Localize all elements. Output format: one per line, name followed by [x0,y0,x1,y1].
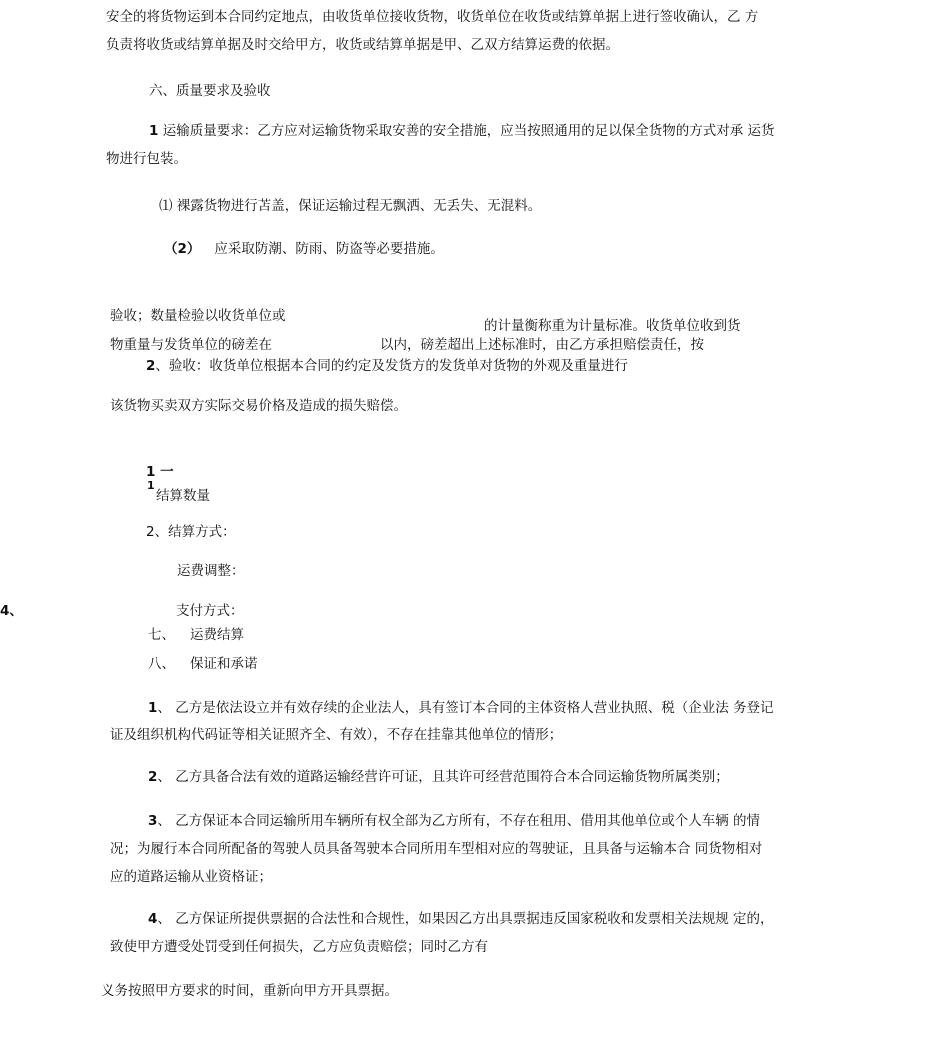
acceptance-item-2 [146,356,628,376]
section-7-heading [148,625,244,645]
item-number: 4 [148,911,158,927]
item-text: 运输质量要求：乙方应对运输货物采取安善的安全措施，应当按照通用的足以保全货物的方式对承 运货 [162,123,775,139]
quality-requirement-line-1 [149,121,775,141]
intro-line-2: 负责将收货或结算单据及时交给甲方，收货或结算单据是甲、乙双方结算运费的依据。 [106,37,619,53]
compensation-line: 该货物买卖双方实际交易价格及造成的损失赔偿。 [110,398,407,414]
item-number: 2 [148,769,158,785]
commitment-3-line-3: 应的道路运输从业资格证； [110,869,272,885]
heading-number: 八、 [148,656,175,672]
commitment-4-line-1 [148,909,774,929]
acceptance-fragment-b: 的计量衡称重为计量标准。收货单位收到货 [484,318,741,334]
commitment-2-line-1 [148,767,729,787]
sub-item-text: 应采取防潮、防雨、防盗等必要措施。 [214,241,444,257]
settlement-quantity: 结算数量 [156,488,210,504]
commitment-4-line-2: 致使甲方遭受处罚受到任何损失，乙方应负责赔偿；同时乙方有 [110,939,488,955]
commitment-4-line-3: 义务按照甲方要求的时间，重新向甲方开具票据。 [101,983,398,999]
heading-number: 七、 [148,627,175,643]
fragment-superscript: 1 [147,479,155,492]
item-text: 、 乙方是依法设立并有效存续的企业法人，具有签订本合同的主体资格人营业执照、税（企业法 务登记 [157,700,774,716]
sub-item-number: （2） [164,241,201,257]
item-number: 2 [146,358,156,374]
commitment-1-line-2: 证及组织机构代码证等相关证照齐全、有效），不存在挂靠其他单位的情形； [110,727,563,743]
item-number: 1 [149,123,159,139]
item-text: 、 乙方具备合法有效的道路运输经营许可证，且其许可经营范围符合本合同运输货物所属类别； [157,769,729,785]
item-text: 、验收：收货单位根据本合同的约定及发货方的发货单对货物的外观及重量进行 [155,358,628,374]
payment-method: 支付方式： [176,603,244,619]
fee-adjustment: 运费调整： [177,563,245,579]
acceptance-fragment-d: 以内，磅差超出上述标准时，由乙方承担赔偿责任，按 [380,337,704,353]
section-8-heading [148,654,258,674]
item-text: 、 乙方保证本合同运输所用车辆所有权全部为乙方所有，不存在租用、借用其他单位或个人车辆 的情 [157,813,760,829]
section-6-heading: 六、质量要求及验收 [149,83,271,99]
item-number: 1 [148,700,158,716]
intro-line-1: 安全的将货物运到本合同约定地点，由收货单位接收货物，收货单位在收货或结算单据上进行签收确认，乙 方 [106,9,759,25]
item-number: 3 [148,813,158,829]
item-text: 、 乙方保证所提供票据的合法性和合规性，如果因乙方出具票据违反国家税收和发票相关法规规 定的， [157,911,774,927]
heading-text: 保证和承诺 [190,656,258,672]
quality-requirement-line-2: 物进行包装。 [106,151,187,167]
heading-text: 运费结算 [190,627,244,643]
commitment-1-line-1 [148,698,774,718]
side-number: 4、 [0,603,23,619]
settlement-method: 2、结算方式： [146,524,236,540]
acceptance-fragment-a: 验收；数量检验以收货单位或 [110,308,286,324]
sub-item-1: ⑴ 裸露货物进行苫盖，保证运输过程无飘洒、无丢失、无混料。 [159,198,542,214]
sub-item-2 [164,239,444,259]
commitment-3-line-2: 况；为履行本合同所配备的驾驶人员具备驾驶本合同所用车型相对应的驾驶证，且具备与运输本合 同货物相对 [110,841,763,857]
commitment-3-line-1 [148,811,760,831]
fragment-number: 1 一 [146,464,174,480]
acceptance-fragment-c: 物重量与发货单位的磅差在 [110,337,272,353]
